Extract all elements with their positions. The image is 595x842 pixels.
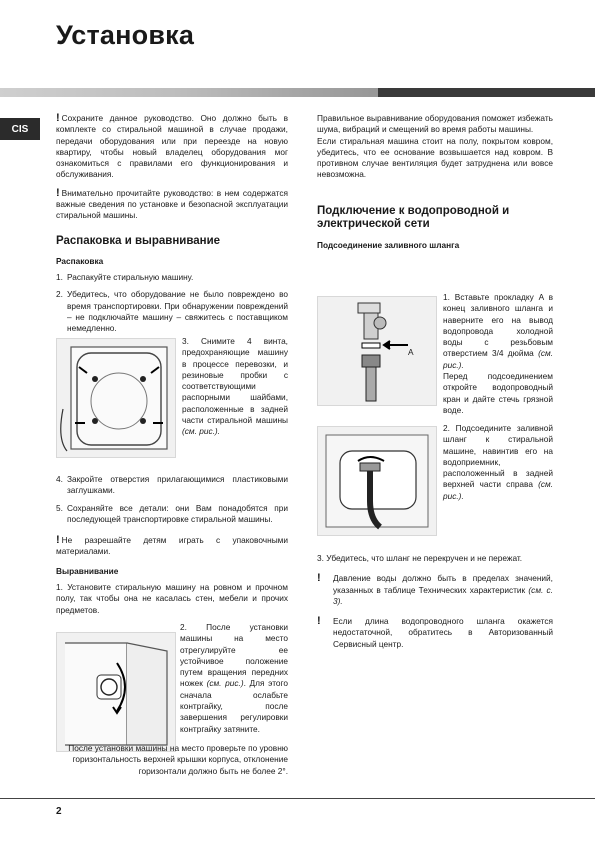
list-item: 1. Распакуйте стиральную машину. <box>56 271 194 282</box>
exclamation-icon: ! <box>56 534 60 547</box>
subheading-level: Выравнивание <box>56 565 119 576</box>
subheading-unpack: Распаковка <box>56 255 104 266</box>
exclamation-icon: ! <box>317 615 321 628</box>
footer-divider <box>0 798 595 799</box>
level-step-2-continued: После установки машины на место проверьте по уровню горизонтальность верхней крышки корпуса, отклонение горизонтали должно быть не более 2°. <box>68 743 288 776</box>
leveling-paragraph: Правильное выравнивание оборудования поможет избежать шума, вибраций и смещений во время работы машины. <box>317 113 553 135</box>
warning-children: ! Не разрешайте детям играть с упаковочными материалами. <box>56 534 288 557</box>
hose-step-1-text: 1. Вставьте прокладку A в конец заливного шланга и наверните его на вывод водопровода холодной воды с резьбовым отверстием 3/4 дюйма (см. рис.). Перед подсоединением откройте водопроводный кран и дайте стечь грязной воде. <box>443 292 553 415</box>
subheading-hose: Подсоединение заливного шланга <box>317 239 460 250</box>
language-tab: CIS <box>0 118 40 140</box>
header-bar-dark <box>378 88 595 97</box>
list-item: 4. Закройте отверстия прилагающимися пластиковыми заглушками. <box>56 474 288 496</box>
left-column-lower <box>56 474 288 623</box>
intro-paragraph-2: ! Внимательно прочитайте руководство: в нем содержатся важные сведения по установке и безопасной эксплуатации стиральной машины. <box>56 186 288 221</box>
back-of-machine-figure <box>56 338 176 458</box>
list-item: 2. Убедитесь, что оборудование не было повреждено во время транспортировки. При обнаружении повреждений – не подключайте машину – свяжитесь с поставщиком немедленно. <box>56 289 288 334</box>
intro-paragraph-1: ! Сохраните данное руководство. Оно должно быть в комплекте со стиральной машиной в случае продажи, передачи оборудования или при переезде на новую квартиру, чтобы новый владелец оборудования мог ознакомиться с правилами его функционирования и обслуживания. <box>56 112 288 180</box>
right-column <box>317 113 553 256</box>
tap-figure <box>317 296 437 406</box>
exclamation-icon: ! <box>56 186 60 199</box>
left-column <box>56 113 288 340</box>
level-step-1: 1. Установите стиральную машину на ровном и прочном полу, так чтобы она не касалась стен, мебели и прочих предметов. <box>56 582 288 615</box>
front-feet-figure <box>56 632 176 752</box>
level-step-2-text: 2. После установки машины на место отрегулируйте ее устойчивое положение путем вращения передних ножек (см. рис.). Для этого сначала ослабьте контргайку, после завершения регулировки контргайку затяните. <box>180 622 288 734</box>
section-heading-unpack: Распаковка и выравнивание <box>56 234 221 247</box>
right-column-lower <box>317 553 553 657</box>
item-3-text: 3. Снимите 4 винта, предохраняющие машину в процессе перевозки, и резиновые пробки с соответствующими распорными шайбами, расположенные в задней части стиральной машины (см. рис.). <box>182 336 288 437</box>
warning-pressure: ! Давление воды должно быть в пределах значений, указанных в таблице Технических характеристик (см. с. 3). <box>317 572 553 606</box>
gasket-label: A <box>408 347 414 357</box>
page-title: Установка <box>56 20 195 50</box>
section-heading-connect: Подключение к водопроводной и электрической сети <box>317 204 510 230</box>
carpet-paragraph: Если стиральная машина стоит на полу, покрытом ковром, убедитесь, что ее основание возвышается над ковром. В противном случае вентиляция будет затруднена или вовсе невозможна. <box>317 135 553 180</box>
exclamation-icon: ! <box>317 572 321 585</box>
hose-step-2-text: 2. Подсоедините заливной шланг к стиральной машине, навинтив его на водоприемник, расположенный в задней верхней части справа (см. рис.). <box>443 423 553 501</box>
hose-connection-figure <box>317 426 437 536</box>
hose-step-3: 3. Убедитесь, что шланг не перекручен и не пережат. <box>317 553 523 563</box>
page-number: 2 <box>56 806 62 817</box>
exclamation-icon: ! <box>56 112 60 124</box>
warning-hose-length: ! Если длина водопроводного шланга окажется недостаточной, обратитесь в Авторизованный Сервисный центр. <box>317 615 553 649</box>
list-item: 5. Сохраняйте все детали: они Вам понадобятся при последующей транспортировке стиральной машины. <box>56 502 288 524</box>
